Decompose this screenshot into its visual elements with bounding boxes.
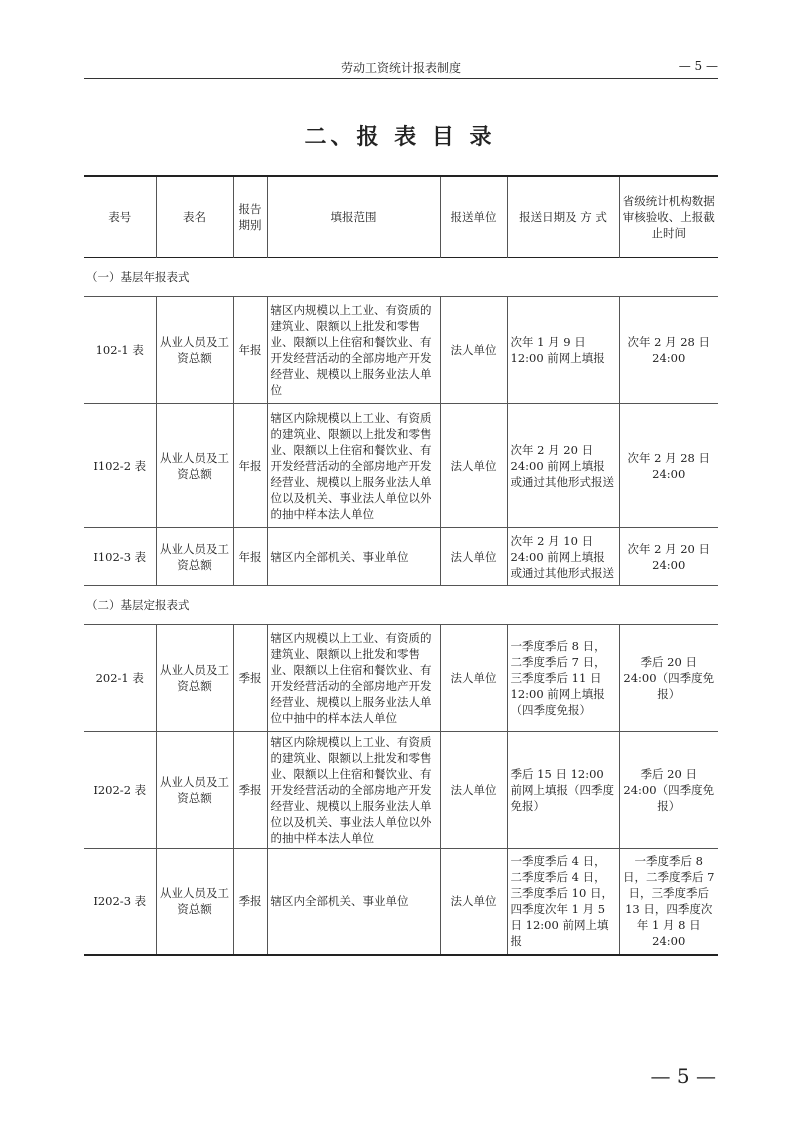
cell-unit: 法人单位	[440, 528, 507, 586]
cell-name: 从业人员及工资总额	[156, 732, 233, 849]
cell-unit: 法人单位	[440, 732, 507, 849]
cell-scope: 辖区内规模以上工业、有资质的建筑业、限额以上批发和零售业、限额以上住宿和餐饮业、有开发经营活动的全部房地产开发经营业、规模以上服务业法人单位	[267, 297, 440, 404]
cell-period: 季报	[233, 625, 267, 732]
table-header-row	[84, 176, 718, 258]
running-header	[84, 56, 718, 79]
running-title: 劳动工资统计报表制度	[340, 61, 461, 75]
col-header-scope: 填报范围	[267, 176, 440, 258]
cell-code: I202-2 表	[93, 783, 147, 797]
report-catalog-table	[84, 175, 718, 956]
cell-name: 从业人员及工资总额	[156, 404, 233, 528]
section-row	[84, 586, 718, 625]
cell-scope: 辖区内除规模以上工业、有资质的建筑业、限额以上批发和零售业、限额以上住宿和餐饮业、有开发经营活动的全部房地产开发经营业、规模以上服务业法人单位以及机关、事业法人单位以外的抽中样本法人单位	[267, 732, 440, 849]
cell-unit: 法人单位	[440, 849, 507, 955]
table-row	[84, 732, 718, 849]
col-header-name: 表名	[156, 176, 233, 258]
cell-unit: 法人单位	[440, 297, 507, 404]
cell-code: I202-3 表	[93, 894, 147, 909]
section-label: （一）基层年报表式	[86, 270, 190, 284]
col-header-deadline: 省级统计机构数据审核验收、上报截止时间	[619, 176, 718, 258]
cell-scope: 辖区内全部机关、事业单位	[267, 849, 440, 955]
cell-date: 一季度季后 8 日，二季度季后 7 日，三季度季后 11 日 12:00 前网上填报（四季度免报）	[507, 625, 619, 732]
cell-period: 季报	[233, 849, 267, 955]
cell-name: 从业人员及工资总额	[156, 625, 233, 732]
section-row	[84, 258, 718, 297]
cell-period: 季报	[233, 732, 267, 849]
page-title: 二、报 表 目 录	[304, 124, 496, 150]
cell-deadline: 次年 2 月 20 日 24:00	[619, 528, 718, 586]
cell-date: 次年 2 月 20 日 24:00 前网上填报或通过其他形式报送	[507, 404, 619, 528]
table-row	[84, 297, 718, 404]
cell-deadline: 季后 20 日 24:00（四季度免报）	[619, 625, 718, 732]
cell-date: 季后 15 日 12:00 前网上填报（四季度免报）	[507, 732, 619, 849]
header-page-number: — 5 —	[678, 59, 718, 73]
cell-unit: 法人单位	[440, 404, 507, 528]
cell-scope: 辖区内除规模以上工业、有资质的建筑业、限额以上批发和零售业、限额以上住宿和餐饮业、有开发经营活动的全部房地产开发经营业、规模以上服务业法人单位以及机关、事业法人单位以外的抽中样本法人单位	[267, 404, 440, 528]
cell-name: 从业人员及工资总额	[156, 528, 233, 586]
cell-deadline: 季后 20 日 24:00（四季度免报）	[619, 732, 718, 849]
cell-code: I102-3 表	[93, 549, 147, 564]
cell-period: 年报	[233, 297, 267, 404]
cell-unit: 法人单位	[440, 625, 507, 732]
cell-date: 一季度季后 4 日，二季度季后 4 日，三季度季后 10 日，四季度次年 1 月 5 日 12:00 前网上填报	[507, 849, 619, 955]
table-row	[84, 528, 718, 586]
table-row	[84, 404, 718, 528]
cell-code: 202-1 表	[95, 671, 144, 685]
section-label: （二）基层定报表式	[86, 598, 190, 612]
cell-period: 年报	[233, 528, 267, 586]
cell-code: I102-2 表	[93, 458, 147, 473]
col-header-period: 报告期别	[233, 176, 267, 258]
cell-code: 102-1 表	[95, 343, 144, 357]
footer-page-number: — 5 —	[650, 1064, 716, 1088]
cell-name: 从业人员及工资总额	[156, 297, 233, 404]
col-header-code: 表号	[108, 210, 132, 224]
table-row	[84, 849, 718, 955]
cell-date: 次年 1 月 9 日 12:00 前网上填报	[507, 297, 619, 404]
cell-date: 次年 2 月 10 日 24:00 前网上填报或通过其他形式报送	[507, 528, 619, 586]
col-header-unit: 报送单位	[440, 176, 507, 258]
table-row	[84, 625, 718, 732]
cell-name: 从业人员及工资总额	[156, 849, 233, 955]
cell-scope: 辖区内全部机关、事业单位	[267, 528, 440, 586]
cell-scope: 辖区内规模以上工业、有资质的建筑业、限额以上批发和零售业、限额以上住宿和餐饮业、有开发经营活动的全部房地产开发经营业、规模以上服务业法人单位中抽中的样本法人单位	[267, 625, 440, 732]
cell-period: 年报	[233, 404, 267, 528]
cell-deadline: 一季度季后 8 日，二季度季后 7 日，三季度季后 13 日，四季度次年 1 月 8 日 24:00	[619, 849, 718, 955]
cell-deadline: 次年 2 月 28 日 24:00	[619, 297, 718, 404]
col-header-date: 报送日期及 方 式	[507, 176, 619, 258]
cell-deadline: 次年 2 月 28 日 24:00	[619, 404, 718, 528]
